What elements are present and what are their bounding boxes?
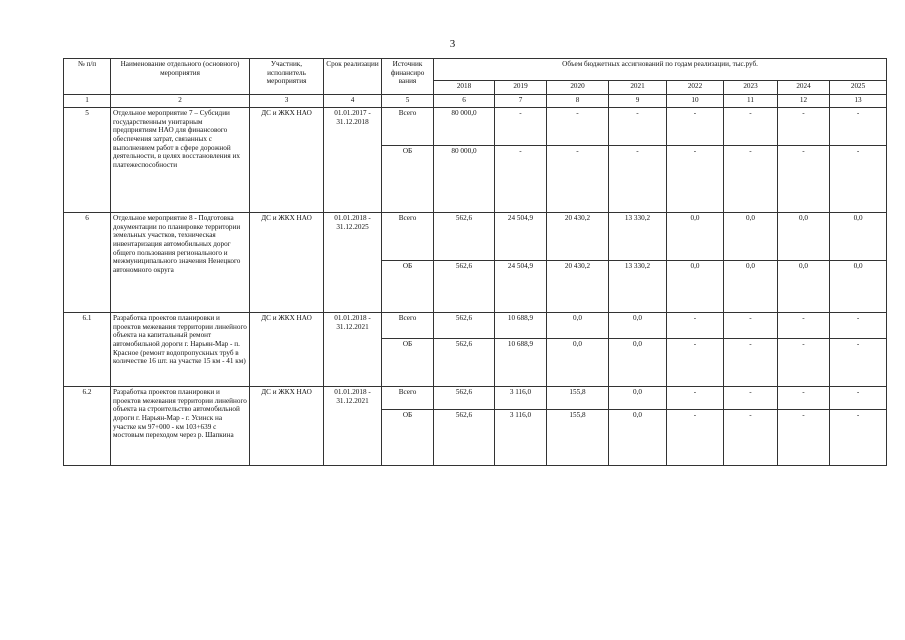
budget-value: 0,0 bbox=[830, 213, 887, 261]
table-row bbox=[64, 213, 887, 261]
budget-value: 80 000,0 bbox=[434, 146, 495, 213]
budget-value: 562,6 bbox=[434, 261, 495, 313]
budget-value: - bbox=[667, 410, 724, 466]
column-number: 9 bbox=[609, 95, 667, 108]
column-number: 6 bbox=[434, 95, 495, 108]
activity-name: Разработка проектов планировки и проектов межевания территории линейного объекта на строительство автомобильной дороги г. Нарьян-Мар - г. Усинск на участке км 97+000 - км 103+639 с мостовым переходом через р. Шапкина bbox=[111, 387, 250, 466]
term: 01.01.2018 - 31.12.2021 bbox=[324, 387, 382, 466]
page-number: 3 bbox=[449, 38, 456, 50]
budget-value: - bbox=[778, 339, 830, 387]
budget-value: - bbox=[830, 339, 887, 387]
budget-value: 0,0 bbox=[609, 339, 667, 387]
funding-source: Всего bbox=[382, 108, 434, 146]
budget-value: 3 116,0 bbox=[495, 410, 547, 466]
column-number: 1 bbox=[64, 95, 111, 108]
funding-source: Всего bbox=[382, 313, 434, 339]
budget-value: 562,6 bbox=[434, 339, 495, 387]
budget-value: - bbox=[724, 108, 778, 146]
budget-value: - bbox=[667, 313, 724, 339]
budget-value: - bbox=[667, 146, 724, 213]
budget-value: 155,8 bbox=[547, 410, 609, 466]
header-year: 2018 bbox=[434, 81, 495, 95]
activity-name: Разработка проектов планировки и проектов межевания территории линейного объекта на капитальный ремонт автомобильной дороги г. Нарьян-Мар - п. Красное (ремонт водопропускных труб в количестве 16 шт. на участке 15 км - 41 км) bbox=[111, 313, 250, 387]
activity-name: Отдельное мероприятие 7 – Субсидии государственным унитарным предприятиям НАО для финансового обеспечения затрат, связанных с выполнением работ в сфере дорожной деятельности, в целях восстановления их платежеспособности bbox=[111, 108, 250, 213]
budget-value: 0,0 bbox=[667, 261, 724, 313]
budget-value: 24 504,9 bbox=[495, 261, 547, 313]
header-year: 2019 bbox=[495, 81, 547, 95]
budget-value: 0,0 bbox=[609, 313, 667, 339]
budget-value: 562,6 bbox=[434, 313, 495, 339]
budget-value: - bbox=[830, 108, 887, 146]
header-name: Наименование отдельного (основного) мероприятия bbox=[111, 59, 250, 95]
funding-source: ОБ bbox=[382, 410, 434, 466]
row-number: 5 bbox=[64, 108, 111, 213]
budget-value: 3 116,0 bbox=[495, 387, 547, 410]
budget-value: - bbox=[724, 387, 778, 410]
header-year: 2023 bbox=[724, 81, 778, 95]
budget-value: - bbox=[830, 146, 887, 213]
funding-source: Всего bbox=[382, 213, 434, 261]
budget-value: - bbox=[667, 108, 724, 146]
term: 01.01.2017 - 31.12.2018 bbox=[324, 108, 382, 213]
column-number: 5 bbox=[382, 95, 434, 108]
budget-value: - bbox=[724, 410, 778, 466]
participant: ДС и ЖКХ НАО bbox=[250, 313, 324, 387]
header-year: 2021 bbox=[609, 81, 667, 95]
budget-value: 10 688,9 bbox=[495, 339, 547, 387]
table-row bbox=[64, 313, 887, 339]
participant: ДС и ЖКХ НАО bbox=[250, 213, 324, 313]
budget-value: - bbox=[830, 410, 887, 466]
budget-value: - bbox=[778, 313, 830, 339]
budget-value: 0,0 bbox=[724, 261, 778, 313]
budget-value: - bbox=[495, 108, 547, 146]
budget-value: - bbox=[830, 387, 887, 410]
budget-value: - bbox=[547, 108, 609, 146]
budget-value: 562,6 bbox=[434, 387, 495, 410]
header-year: 2020 bbox=[547, 81, 609, 95]
budget-value: 0,0 bbox=[778, 261, 830, 313]
participant: ДС и ЖКХ НАО bbox=[250, 108, 324, 213]
header-year: 2022 bbox=[667, 81, 724, 95]
header-year: 2025 bbox=[830, 81, 887, 95]
column-number: 11 bbox=[724, 95, 778, 108]
column-number: 13 bbox=[830, 95, 887, 108]
budget-value: - bbox=[778, 387, 830, 410]
budget-value: - bbox=[778, 108, 830, 146]
header-source: Источник финансиро вания bbox=[382, 59, 434, 95]
header-term: Срок реализации bbox=[324, 59, 382, 95]
column-number: 4 bbox=[324, 95, 382, 108]
column-number: 10 bbox=[667, 95, 724, 108]
funding-source: ОБ bbox=[382, 146, 434, 213]
budget-value: 562,6 bbox=[434, 410, 495, 466]
funding-source: ОБ bbox=[382, 261, 434, 313]
table-row bbox=[64, 108, 887, 146]
budget-value: - bbox=[724, 313, 778, 339]
header-participant: Участник, исполнитель мероприятия bbox=[250, 59, 324, 95]
participant: ДС и ЖКХ НАО bbox=[250, 387, 324, 466]
budget-value: - bbox=[547, 146, 609, 213]
funding-source: Всего bbox=[382, 387, 434, 410]
column-number-row bbox=[64, 95, 887, 108]
budget-value: 562,6 bbox=[434, 213, 495, 261]
budget-value: 0,0 bbox=[547, 313, 609, 339]
header-num: № п/п bbox=[64, 59, 111, 95]
header-volume: Объем бюджетных ассигнований по годам реализации, тыс.руб. bbox=[434, 59, 887, 81]
table-row bbox=[64, 387, 887, 410]
term: 01.01.2018 - 31.12.2021 bbox=[324, 313, 382, 387]
budget-table bbox=[63, 58, 887, 466]
budget-value: 0,0 bbox=[667, 213, 724, 261]
budget-value: - bbox=[778, 410, 830, 466]
row-number: 6.1 bbox=[64, 313, 111, 387]
budget-value: 0,0 bbox=[609, 387, 667, 410]
budget-value: 10 688,9 bbox=[495, 313, 547, 339]
row-number: 6.2 bbox=[64, 387, 111, 466]
activity-name: Отдельное мероприятие 8 - Подготовка документации по планировке территории земельных участков, техническая инвентаризация автомобильных дорог общего пользования регионального и межмуниципального значения Ненецкого автономного округа bbox=[111, 213, 250, 313]
row-number: 6 bbox=[64, 213, 111, 313]
budget-value: - bbox=[609, 108, 667, 146]
budget-value: - bbox=[778, 146, 830, 213]
budget-value: 80 000,0 bbox=[434, 108, 495, 146]
budget-value: - bbox=[667, 387, 724, 410]
column-number: 12 bbox=[778, 95, 830, 108]
budget-value: - bbox=[667, 339, 724, 387]
table-body bbox=[64, 108, 887, 466]
budget-value: 20 430,2 bbox=[547, 261, 609, 313]
budget-value: 0,0 bbox=[778, 213, 830, 261]
budget-value: 155,8 bbox=[547, 387, 609, 410]
budget-value: 13 330,2 bbox=[609, 261, 667, 313]
budget-value: - bbox=[830, 313, 887, 339]
column-number: 3 bbox=[250, 95, 324, 108]
budget-value: - bbox=[724, 339, 778, 387]
budget-value: 13 330,2 bbox=[609, 213, 667, 261]
term: 01.01.2018 - 31.12.2025 bbox=[324, 213, 382, 313]
budget-value: - bbox=[609, 146, 667, 213]
funding-source: ОБ bbox=[382, 339, 434, 387]
budget-value: 0,0 bbox=[609, 410, 667, 466]
column-number: 2 bbox=[111, 95, 250, 108]
header-year: 2024 bbox=[778, 81, 830, 95]
budget-value: 20 430,2 bbox=[547, 213, 609, 261]
column-number: 7 bbox=[495, 95, 547, 108]
budget-value: - bbox=[724, 146, 778, 213]
budget-value: - bbox=[495, 146, 547, 213]
budget-value: 24 504,9 bbox=[495, 213, 547, 261]
column-number: 8 bbox=[547, 95, 609, 108]
budget-value: 0,0 bbox=[724, 213, 778, 261]
budget-value: 0,0 bbox=[830, 261, 887, 313]
budget-value: 0,0 bbox=[547, 339, 609, 387]
